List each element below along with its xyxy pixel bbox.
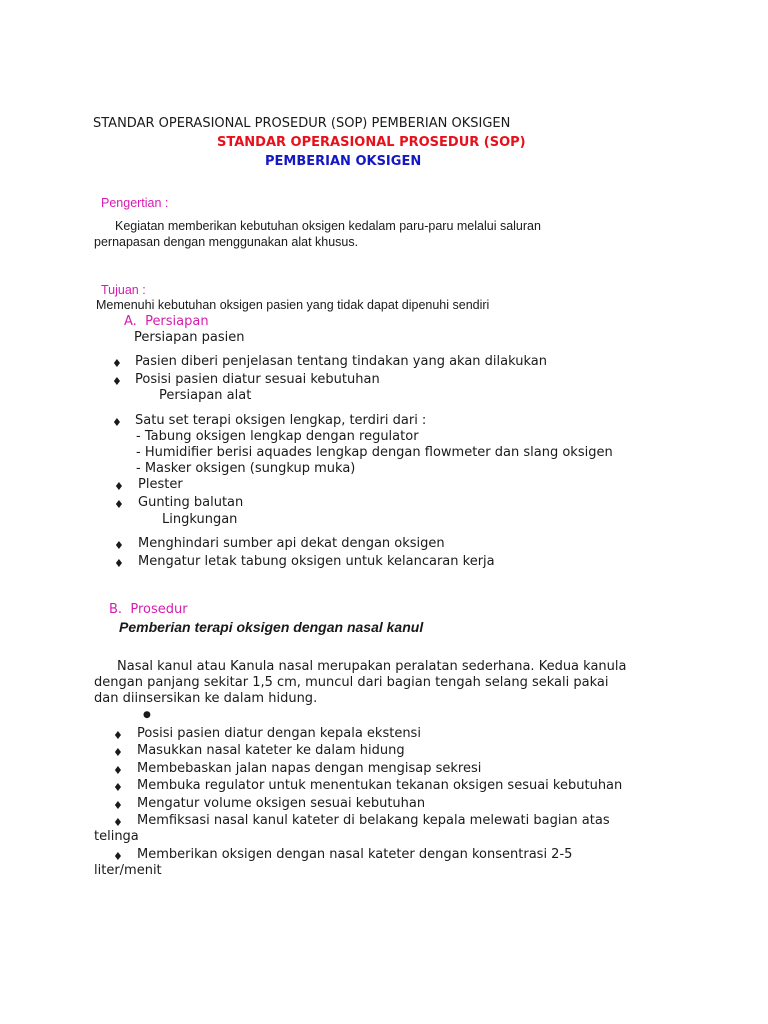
- diamond-bullet-icon: ♦: [113, 729, 123, 742]
- pengertian-line-1: Kegiatan memberikan kebutuhan oksigen kedalam paru-paru melalui saluran: [115, 219, 541, 233]
- list-item: Pasien diberi penjelasan tentang tindakan yang akan dilakukan: [135, 354, 547, 369]
- list-item: Menghindari sumber api dekat dengan oksigen: [138, 536, 445, 551]
- procedure-step: Mengatur volume oksigen sesuai kebutuhan: [137, 796, 426, 811]
- tujuan-label: Tujuan :: [101, 283, 146, 297]
- lingkungan-label: Lingkungan: [162, 512, 238, 527]
- procedure-step-line-2: liter/menit: [94, 863, 162, 878]
- section-a-heading: [124, 314, 209, 329]
- procedure-step: Membuka regulator untuk menentukan tekanan oksigen sesuai kebutuhan: [137, 778, 623, 793]
- document-title: STANDAR OPERASIONAL PROSEDUR (SOP) PEMBERIAN OKSIGEN: [93, 116, 511, 131]
- title-blue: PEMBERIAN OKSIGEN: [265, 154, 422, 169]
- list-item: Gunting balutan: [138, 495, 244, 510]
- list-item: Posisi pasien diatur sesuai kebutuhan: [135, 372, 380, 387]
- diamond-bullet-icon: ♦: [114, 480, 124, 493]
- title-red: STANDAR OPERASIONAL PROSEDUR (SOP): [217, 135, 526, 150]
- section-b-heading: [109, 602, 188, 617]
- diamond-bullet-icon: ♦: [114, 539, 124, 552]
- sub-list-item: - Tabung oksigen lengkap dengan regulator: [136, 429, 419, 444]
- prosedur-paragraph-line-3: dan diinsersikan ke dalam hidung.: [94, 691, 318, 706]
- list-item: Plester: [138, 477, 183, 492]
- section-b-title: Prosedur: [130, 602, 188, 617]
- procedure-step: Posisi pasien diatur dengan kepala ekstensi: [137, 726, 421, 741]
- sub-list-item: - Humidifier berisi aquades lengkap dengan flowmeter dan slang oksigen: [136, 445, 613, 460]
- diamond-bullet-icon: ♦: [113, 764, 123, 777]
- prosedur-paragraph-line-1: Nasal kanul atau Kanula nasal merupakan peralatan sederhana. Kedua kanula: [117, 659, 627, 674]
- prosedur-subheading: Pemberian terapi oksigen dengan nasal kanul: [119, 619, 424, 635]
- list-item: Mengatur letak tabung oksigen untuk kelancaran kerja: [138, 554, 495, 569]
- section-a-letter: A.: [124, 314, 137, 329]
- procedure-step-line-1: Memfiksasi nasal kanul kateter di belakang kepala melewati bagian atas: [137, 813, 610, 828]
- diamond-bullet-icon: ♦: [112, 357, 122, 370]
- diamond-bullet-icon: ♦: [112, 375, 122, 388]
- sub-list-item: - Masker oksigen (sungkup muka): [136, 461, 356, 476]
- diamond-bullet-icon: ♦: [113, 816, 123, 829]
- section-a-title: Persiapan: [145, 314, 209, 329]
- prosedur-paragraph-line-2: dengan panjang sekitar 1,5 cm, muncul dari bagian tengah selang sekali pakai: [94, 675, 609, 690]
- list-item: Satu set terapi oksigen lengkap, terdiri dari :: [135, 413, 427, 428]
- pengertian-label: Pengertian :: [101, 196, 169, 210]
- diamond-bullet-icon: ♦: [114, 498, 124, 511]
- diamond-bullet-icon: ♦: [113, 799, 123, 812]
- diamond-bullet-icon: ♦: [112, 416, 122, 429]
- persiapan-alat-label: Persiapan alat: [159, 388, 252, 403]
- section-b-letter: B.: [109, 602, 123, 617]
- tujuan-text: Memenuhi kebutuhan oksigen pasien yang tidak dapat dipenuhi sendiri: [96, 298, 490, 312]
- dot-bullet-icon: ●: [143, 710, 151, 720]
- diamond-bullet-icon: ♦: [113, 746, 123, 759]
- diamond-bullet-icon: ♦: [113, 781, 123, 794]
- diamond-bullet-icon: ♦: [114, 557, 124, 570]
- pengertian-line-2: pernapasan dengan menggunakan alat khusus.: [94, 235, 359, 249]
- procedure-step: Masukkan nasal kateter ke dalam hidung: [137, 743, 405, 758]
- procedure-step-line-2: telinga: [94, 829, 139, 844]
- diamond-bullet-icon: ♦: [113, 850, 123, 863]
- persiapan-pasien-label: Persiapan pasien: [134, 330, 245, 345]
- procedure-step-line-1: Memberikan oksigen dengan nasal kateter dengan konsentrasi 2-5: [137, 847, 573, 862]
- procedure-step: Membebaskan jalan napas dengan mengisap sekresi: [137, 761, 482, 776]
